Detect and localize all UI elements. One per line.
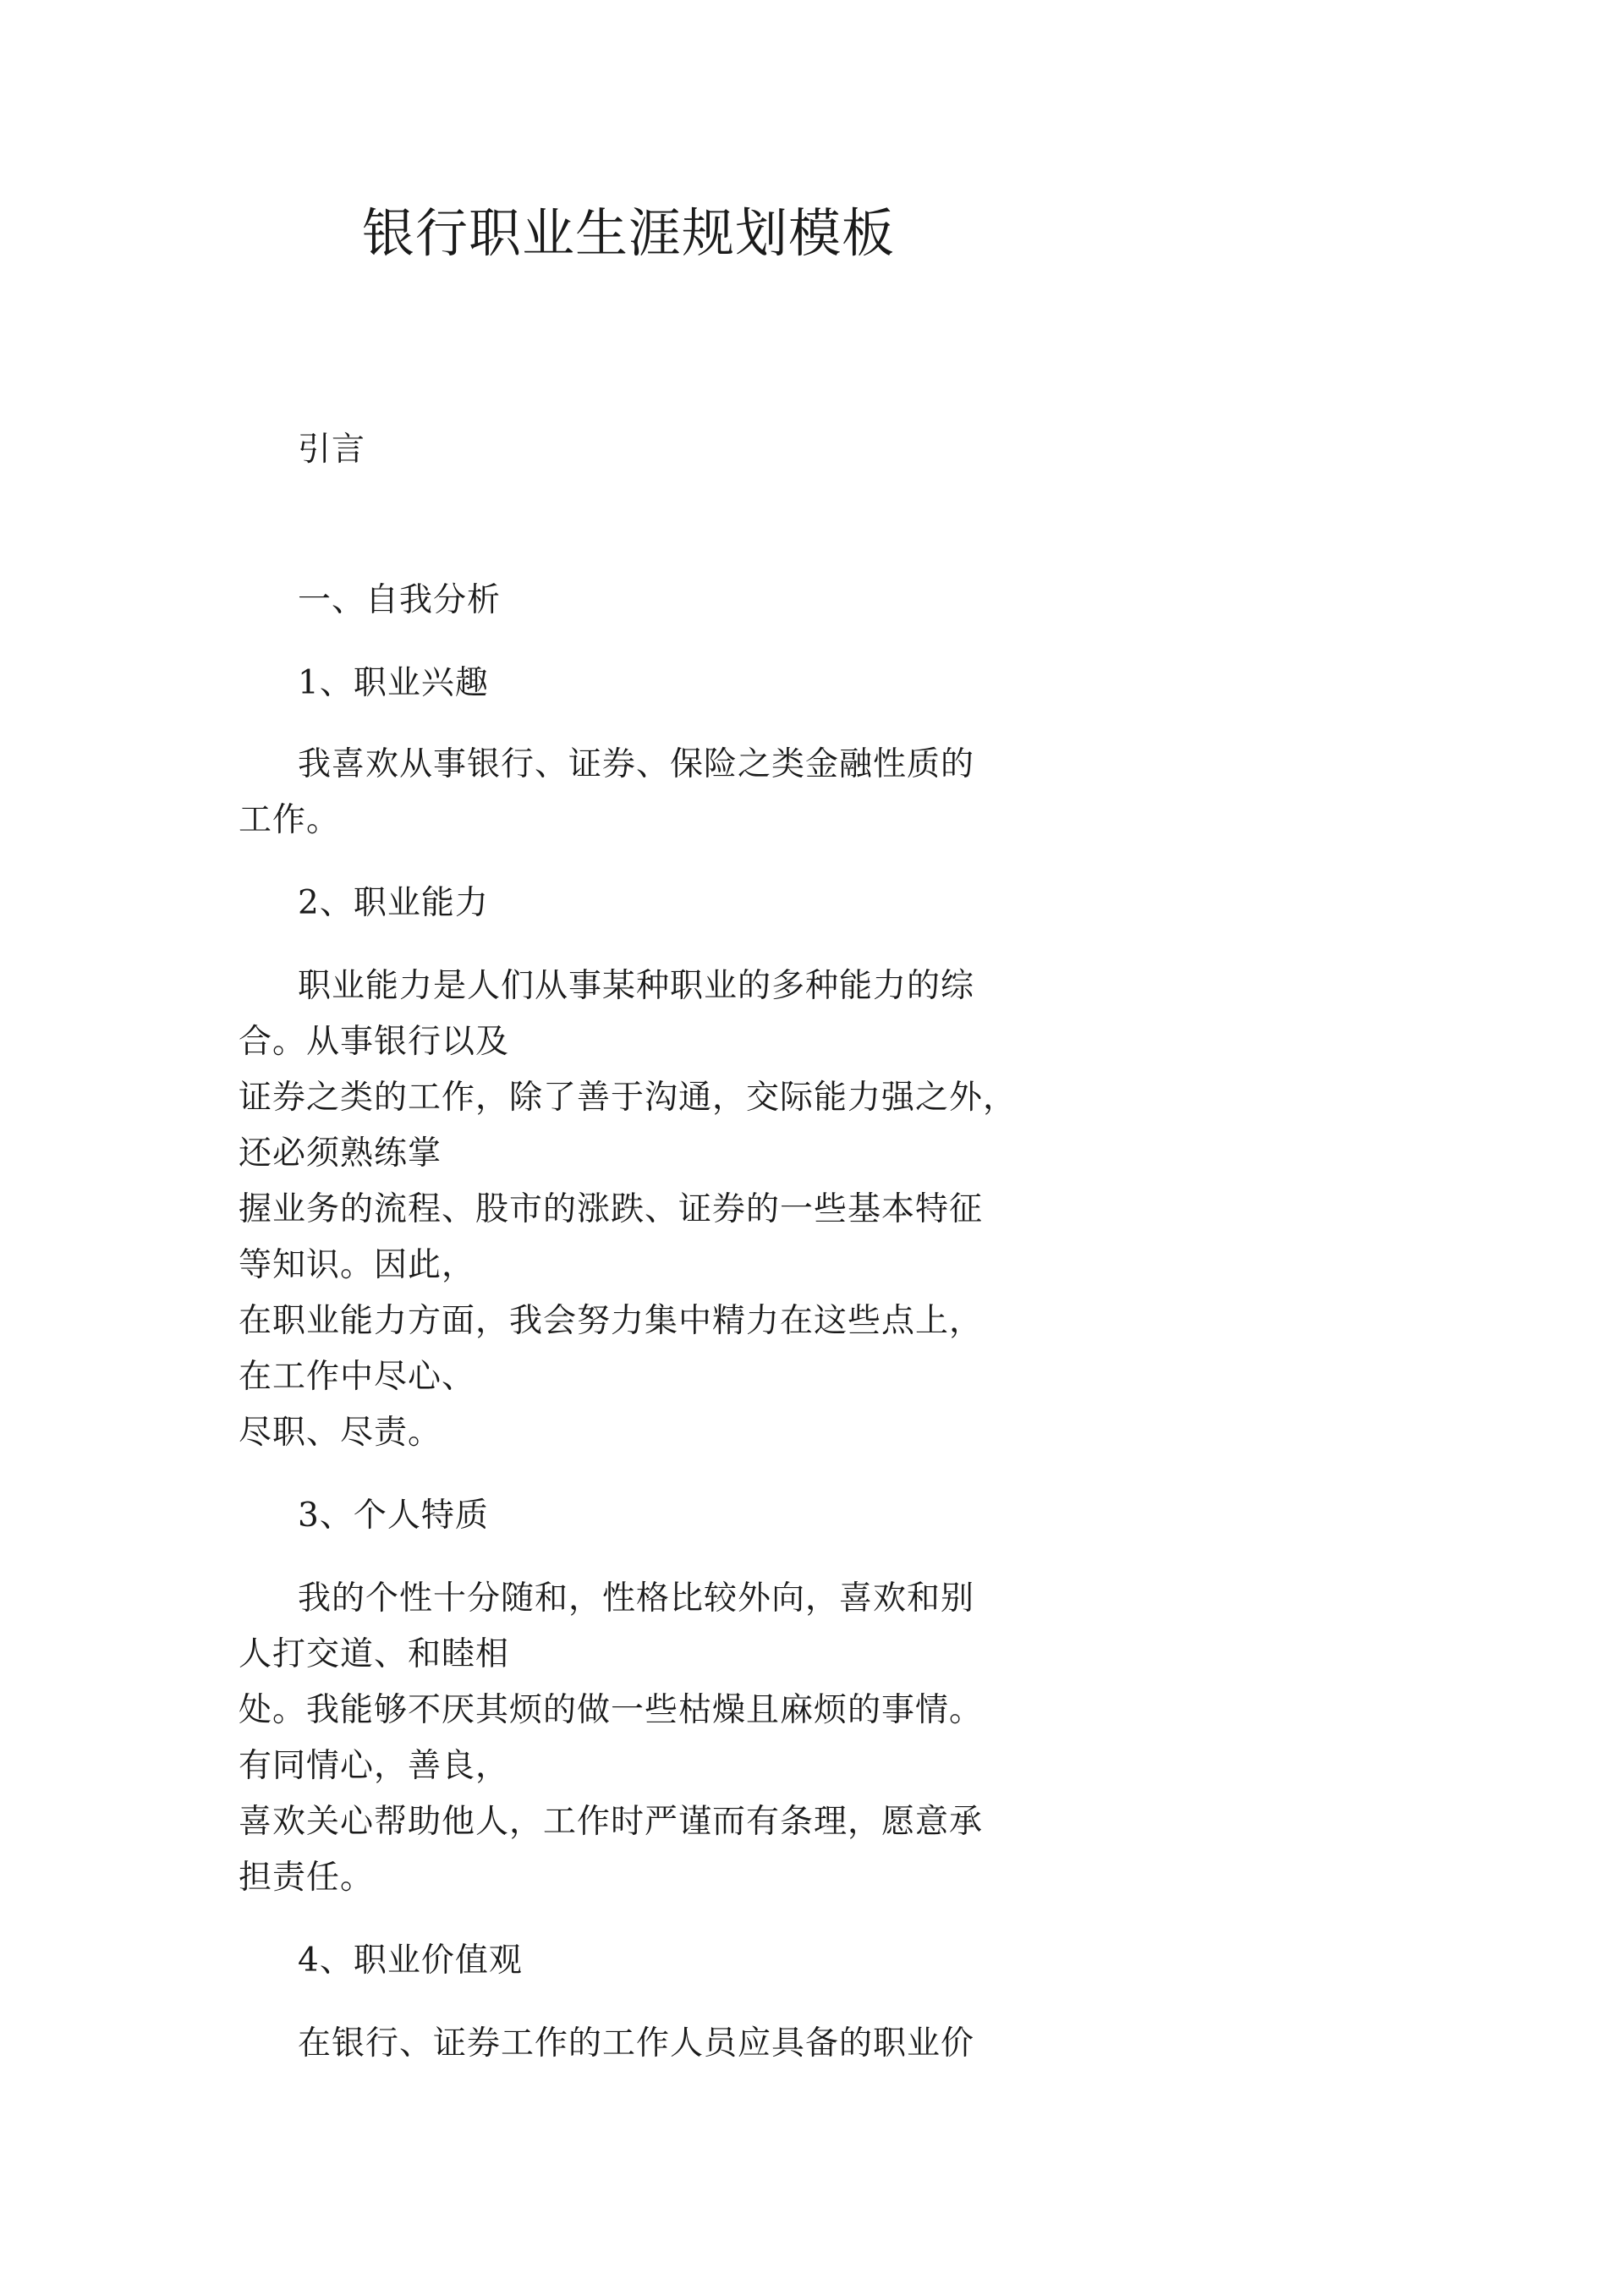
- section-heading-self-analysis: 一、自我分析: [298, 581, 502, 619]
- paragraph-line: 人打交道、和睦相: [239, 1635, 510, 1673]
- paragraph-line: 我喜欢从事银行、证券、保险之类金融性质的: [298, 745, 975, 783]
- paragraph-line: 处。我能够不厌其烦的做一些枯燥且麻烦的事情。: [239, 1691, 984, 1729]
- paragraph-line: 证券之类的工作，除了善于沟通，交际能力强之外，: [239, 1079, 1018, 1117]
- paragraph-line: 等知识。因此，: [239, 1246, 476, 1284]
- subheading-career-values: 4、职业价值观: [298, 1942, 523, 1980]
- paragraph-line: 工作。: [239, 801, 341, 839]
- subheading-personal-traits: 3、个人特质: [298, 1497, 489, 1535]
- paragraph-line: 合。从事银行以及: [239, 1023, 510, 1061]
- paragraph-line: 在工作中尽心、: [239, 1358, 476, 1396]
- paragraph-line: 担责任。: [239, 1859, 375, 1897]
- paragraph-line: 有同情心，善良，: [239, 1747, 510, 1785]
- paragraph-line: 在职业能力方面，我会努力集中精力在这些点上，: [239, 1302, 984, 1340]
- subheading-career-ability: 2、职业能力: [298, 884, 489, 922]
- paragraph-line: 我的个性十分随和，性格比较外向，喜欢和别: [298, 1579, 975, 1618]
- paragraph-line: 职业能力是人们从事某种职业的多种能力的综: [298, 967, 975, 1005]
- paragraph-line: 还必须熟练掌: [239, 1134, 442, 1173]
- document-title: 银行职业生涯规划模板: [362, 202, 896, 264]
- paragraph-line: 在银行、证券工作的工作人员应具备的职业价: [298, 2024, 975, 2063]
- paragraph-line: 握业务的流程、股市的涨跌、证券的一些基本特征: [239, 1190, 984, 1228]
- paragraph-line: 喜欢关心帮助他人，工作时严谨而有条理，愿意承: [239, 1803, 984, 1841]
- preface-heading: 引言: [298, 431, 366, 469]
- paragraph-line: 尽职、尽责。: [239, 1414, 442, 1452]
- subheading-career-interest: 1、职业兴趣: [298, 664, 489, 702]
